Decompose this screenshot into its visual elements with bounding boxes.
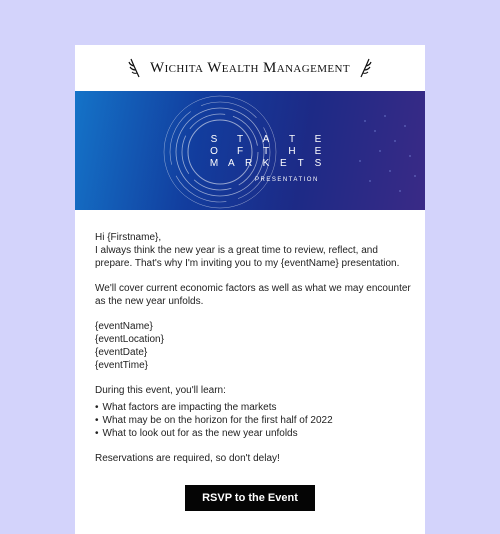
hero-letter: A [227, 158, 235, 169]
hero-subtitle: PRESENTATION [255, 177, 319, 183]
hero-letter: F [236, 146, 244, 157]
hero-letter: T [288, 134, 296, 145]
event-location: {eventLocation} [95, 334, 164, 345]
rsvp-button[interactable]: RSVP to the Event [185, 485, 315, 511]
hero-banner [75, 91, 425, 210]
email-card [75, 45, 425, 534]
hero-letter: O [210, 146, 218, 157]
closing-text: Reservations are required, so don't delay! [95, 453, 280, 464]
hero-title-row [208, 146, 324, 158]
hero-letter: K [262, 158, 270, 169]
email-body [75, 210, 425, 511]
wheat-sprig-icon [358, 58, 372, 78]
list-item: • What to look out for as the new year unfolds [95, 427, 405, 440]
hero-title-row [208, 134, 324, 146]
hero-letter: E [279, 158, 287, 169]
hero-title [208, 134, 324, 170]
brand-header [75, 45, 425, 91]
event-date: {eventDate} [95, 347, 148, 358]
hero-letter: E [314, 146, 322, 157]
list-item: • What factors are impacting the markets [95, 401, 405, 414]
intro-line: I always think the new year is a great time to review, reflect, and [95, 245, 378, 256]
event-time: {eventTime} [95, 360, 148, 371]
event-details [95, 320, 405, 372]
learn-list [95, 401, 405, 440]
hero-title-row [208, 158, 324, 170]
hero-letter: A [262, 134, 270, 145]
cover-line: as the new year unfolds. [95, 296, 204, 307]
learn-intro-text: During this event, you'll learn: [95, 385, 226, 396]
cover-line: We'll cover current economic factors as well as what we may encounter [95, 283, 411, 294]
hero-letter: S [314, 158, 322, 169]
hero-letter: T [236, 134, 244, 145]
wheat-sprig-icon [128, 58, 142, 78]
hero-letter: E [314, 134, 322, 145]
hero-letter: S [210, 134, 218, 145]
cover-paragraph [95, 282, 411, 308]
hero-letter: M [209, 158, 219, 169]
brand-name: Wichita Wealth Management [150, 59, 350, 76]
hero-letter: R [245, 158, 253, 169]
closing [95, 452, 405, 465]
hero-letter: H [288, 146, 296, 157]
cta-wrap [95, 485, 405, 511]
intro-line: prepare. That's why I'm inviting you to my {eventName} presentation. [95, 258, 400, 269]
event-name: {eventName} [95, 321, 153, 332]
list-item: • What may be on the horizon for the first half of 2022 [95, 414, 405, 427]
intro-paragraph [95, 231, 405, 270]
hero-letter: T [297, 158, 304, 169]
learn-intro [95, 384, 405, 397]
hero-letter: T [262, 146, 270, 157]
greeting: Hi {Firstname}, [95, 232, 162, 243]
